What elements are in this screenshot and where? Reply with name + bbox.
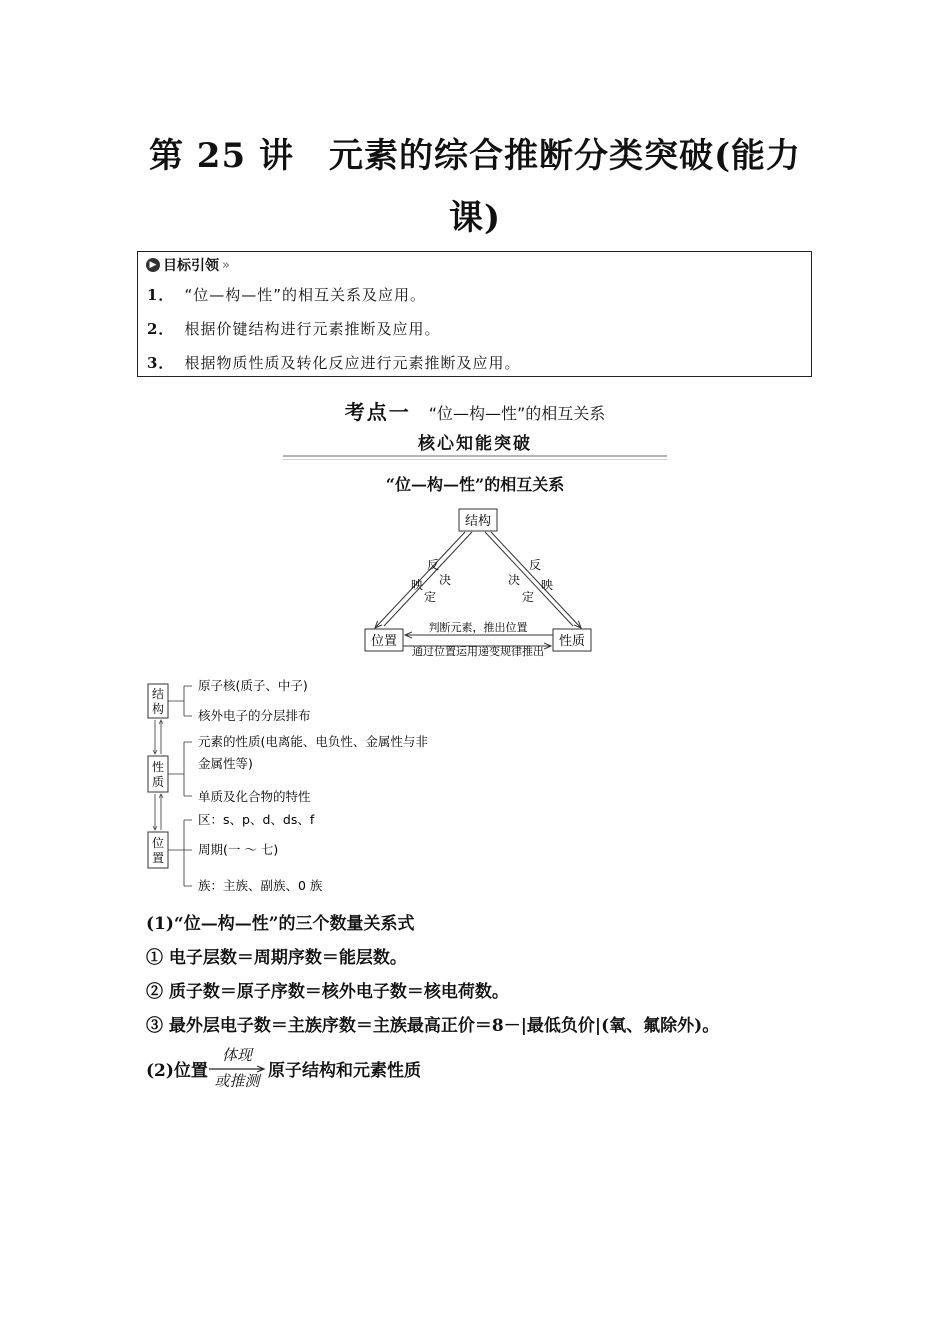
play-circle-icon: ▶: [146, 258, 160, 272]
paragraph: ① 电子层数＝周期序数＝能层数。: [146, 948, 407, 968]
tree-item: 单质及化合物的特性: [198, 789, 311, 804]
tree-item: 区：s、p、d、ds、f: [198, 812, 315, 827]
right-edge-inner-line: [485, 532, 573, 626]
relation-arrow: [208, 1044, 266, 1090]
objective-item: [147, 318, 440, 339]
left-edge-inner-line: [384, 532, 472, 626]
banner-divider: [283, 459, 667, 460]
tree-item: 核外电子的分层排布: [198, 708, 311, 723]
kaodian-title: “位—构—性”的相互关系: [428, 404, 606, 423]
objective-text: “位—构—性”的相互关系及应用。: [184, 286, 426, 304]
right-edge-label: 定: [522, 590, 535, 604]
bottom-label-bottom: 通过位置运用递变规律推出: [412, 645, 544, 657]
objectives-header-label: 目标引领: [163, 258, 219, 274]
position-bracket: [168, 820, 192, 886]
left-edge-label: 反: [427, 558, 440, 572]
banner-divider: [283, 455, 667, 457]
position-label: 置: [151, 851, 165, 865]
tree-item: 金属性等): [198, 756, 253, 771]
tree-item: 原子核(质子、中子): [198, 678, 308, 693]
objective-text: 根据物质性质及转化反应进行元素推断及应用。: [184, 354, 521, 372]
page-title-line1: 第 25 讲 元素的综合推断分类突破(能力: [148, 136, 802, 176]
structure-label: 结: [151, 687, 165, 701]
objectives-header: [146, 255, 230, 275]
position-suffix: 原子结构和元素性质: [268, 1061, 421, 1081]
right-edge-label: 反: [529, 558, 542, 572]
property-label: 质: [151, 775, 165, 789]
left-edge-label: 映: [411, 578, 424, 592]
structure-node-label: 结构: [464, 514, 492, 529]
double-chevron-icon: »: [222, 257, 230, 273]
right-edge-label: 决: [508, 573, 521, 587]
position-node-label: 位置: [370, 634, 398, 649]
objective-item: [147, 352, 520, 373]
property-label: 性: [151, 760, 165, 774]
structure-label: 构: [151, 702, 165, 716]
paragraph: ③ 最外层电子数＝主族序数＝主族最高正价＝8－|最低负价|(氧、氟除外)。: [146, 1016, 720, 1036]
objective-number: 1．: [147, 286, 175, 304]
paragraph: (1)“位—构—性”的三个数量关系式: [146, 914, 415, 934]
structure-bracket: [168, 686, 192, 716]
triangle-diagram: [355, 505, 600, 657]
kaodian-label: 考点一: [344, 400, 411, 424]
objective-number: 3．: [147, 354, 175, 372]
right-edge-outer-arrow: [491, 532, 581, 628]
tree-item: 周期(一 ～ 七): [198, 842, 279, 857]
core-banner: 核心知能突破: [418, 434, 532, 454]
objective-text: 根据价键结构进行元素推断及应用。: [184, 320, 441, 338]
position-label: 位: [151, 836, 165, 850]
objectives-box: [137, 251, 812, 377]
arrow-top-label: 体现: [221, 1046, 252, 1064]
property-node-label: 性质: [558, 634, 586, 649]
objective-number: 2．: [147, 320, 175, 338]
left-edge-label: 决: [439, 573, 452, 587]
position-prefix: (2)位置: [146, 1061, 208, 1081]
tree-item: 族：主族、副族、0 族: [198, 878, 323, 893]
page-title-line2: 课): [448, 198, 502, 238]
classification-tree: [140, 672, 480, 902]
paragraph: ② 质子数＝原子序数＝核外电子数＝核电荷数。: [146, 982, 509, 1002]
subheading: “位—构—性”的相互关系: [385, 475, 565, 494]
tree-item: 元素的性质(电离能、电负性、金属性与非: [198, 734, 428, 749]
left-edge-label: 定: [424, 590, 437, 604]
bottom-label-top: 判断元素，推出位置: [428, 621, 528, 634]
property-bracket: [168, 742, 192, 796]
right-edge-label: 映: [541, 578, 554, 592]
objective-item: [147, 284, 426, 305]
arrow-bottom-label: 或推测: [214, 1072, 260, 1090]
section-heading: [0, 396, 950, 425]
